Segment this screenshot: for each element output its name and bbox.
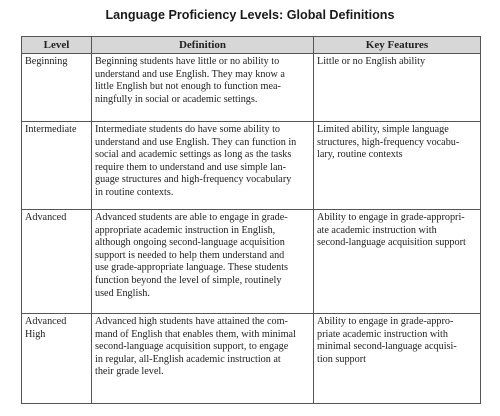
key-features-cell xyxy=(314,54,481,122)
table-row xyxy=(22,122,481,210)
level-label: Beginning xyxy=(25,56,68,67)
level-cell xyxy=(22,122,92,210)
column-header-level: Level xyxy=(22,37,92,54)
table-header-row xyxy=(22,37,481,54)
key-features-cell xyxy=(314,210,481,314)
definition-cell xyxy=(92,314,314,404)
definition-cell xyxy=(92,122,314,210)
definition-text: Beginning students have little or no ability to understand and use English. They may know a little English but not enough to function mea- ningfully in social or academic settings. xyxy=(95,56,285,105)
key-features-cell xyxy=(314,122,481,210)
table-row xyxy=(22,314,481,404)
level-cell xyxy=(22,210,92,314)
table-row xyxy=(22,54,481,122)
proficiency-table xyxy=(21,36,481,404)
definition-text: Advanced high students have attained the com- mand of English that enables them, with minimal second-language acquisition support, to engage in regular, all-English academic instruction at their grade level. xyxy=(95,316,296,378)
key-features-cell xyxy=(314,314,481,404)
level-cell xyxy=(22,314,92,404)
level-label: Advanced High xyxy=(25,316,67,340)
definition-text: Intermediate students do have some ability to understand and use English. They can function in social and academic settings as long as the tasks require them to understand and use simple lan- guage structures and high-frequency vocabulary in routine contexts. xyxy=(95,124,297,198)
level-label: Advanced xyxy=(25,212,67,223)
definition-text: Advanced students are able to engage in grade- appropriate academic instruction in English, although ongoing second-language acquisition support is needed to help them understand and use grade-appropriate language. These students function beyond the level of simple, routinely used English. xyxy=(95,212,289,299)
key-features-text: Little or no English ability xyxy=(317,56,426,67)
definition-cell xyxy=(92,210,314,314)
key-features-text: Limited ability, simple language structures, high-frequency vocabu- lary, routine contexts xyxy=(317,124,460,161)
key-features-text: Ability to engage in grade-appropri- ate academic instruction with second-language acquisition support xyxy=(317,212,466,249)
key-features-text: Ability to engage in grade-appro- priate academic instruction with minimal second-language acquisi- tion support xyxy=(317,316,457,365)
table-row xyxy=(22,210,481,314)
level-cell xyxy=(22,54,92,122)
level-label: Intermediate xyxy=(25,124,77,135)
column-header-key-features: Key Features xyxy=(314,37,481,54)
definition-cell xyxy=(92,54,314,122)
page-title: Language Proficiency Levels: Global Definitions xyxy=(105,8,395,22)
column-header-definition: Definition xyxy=(92,37,314,54)
